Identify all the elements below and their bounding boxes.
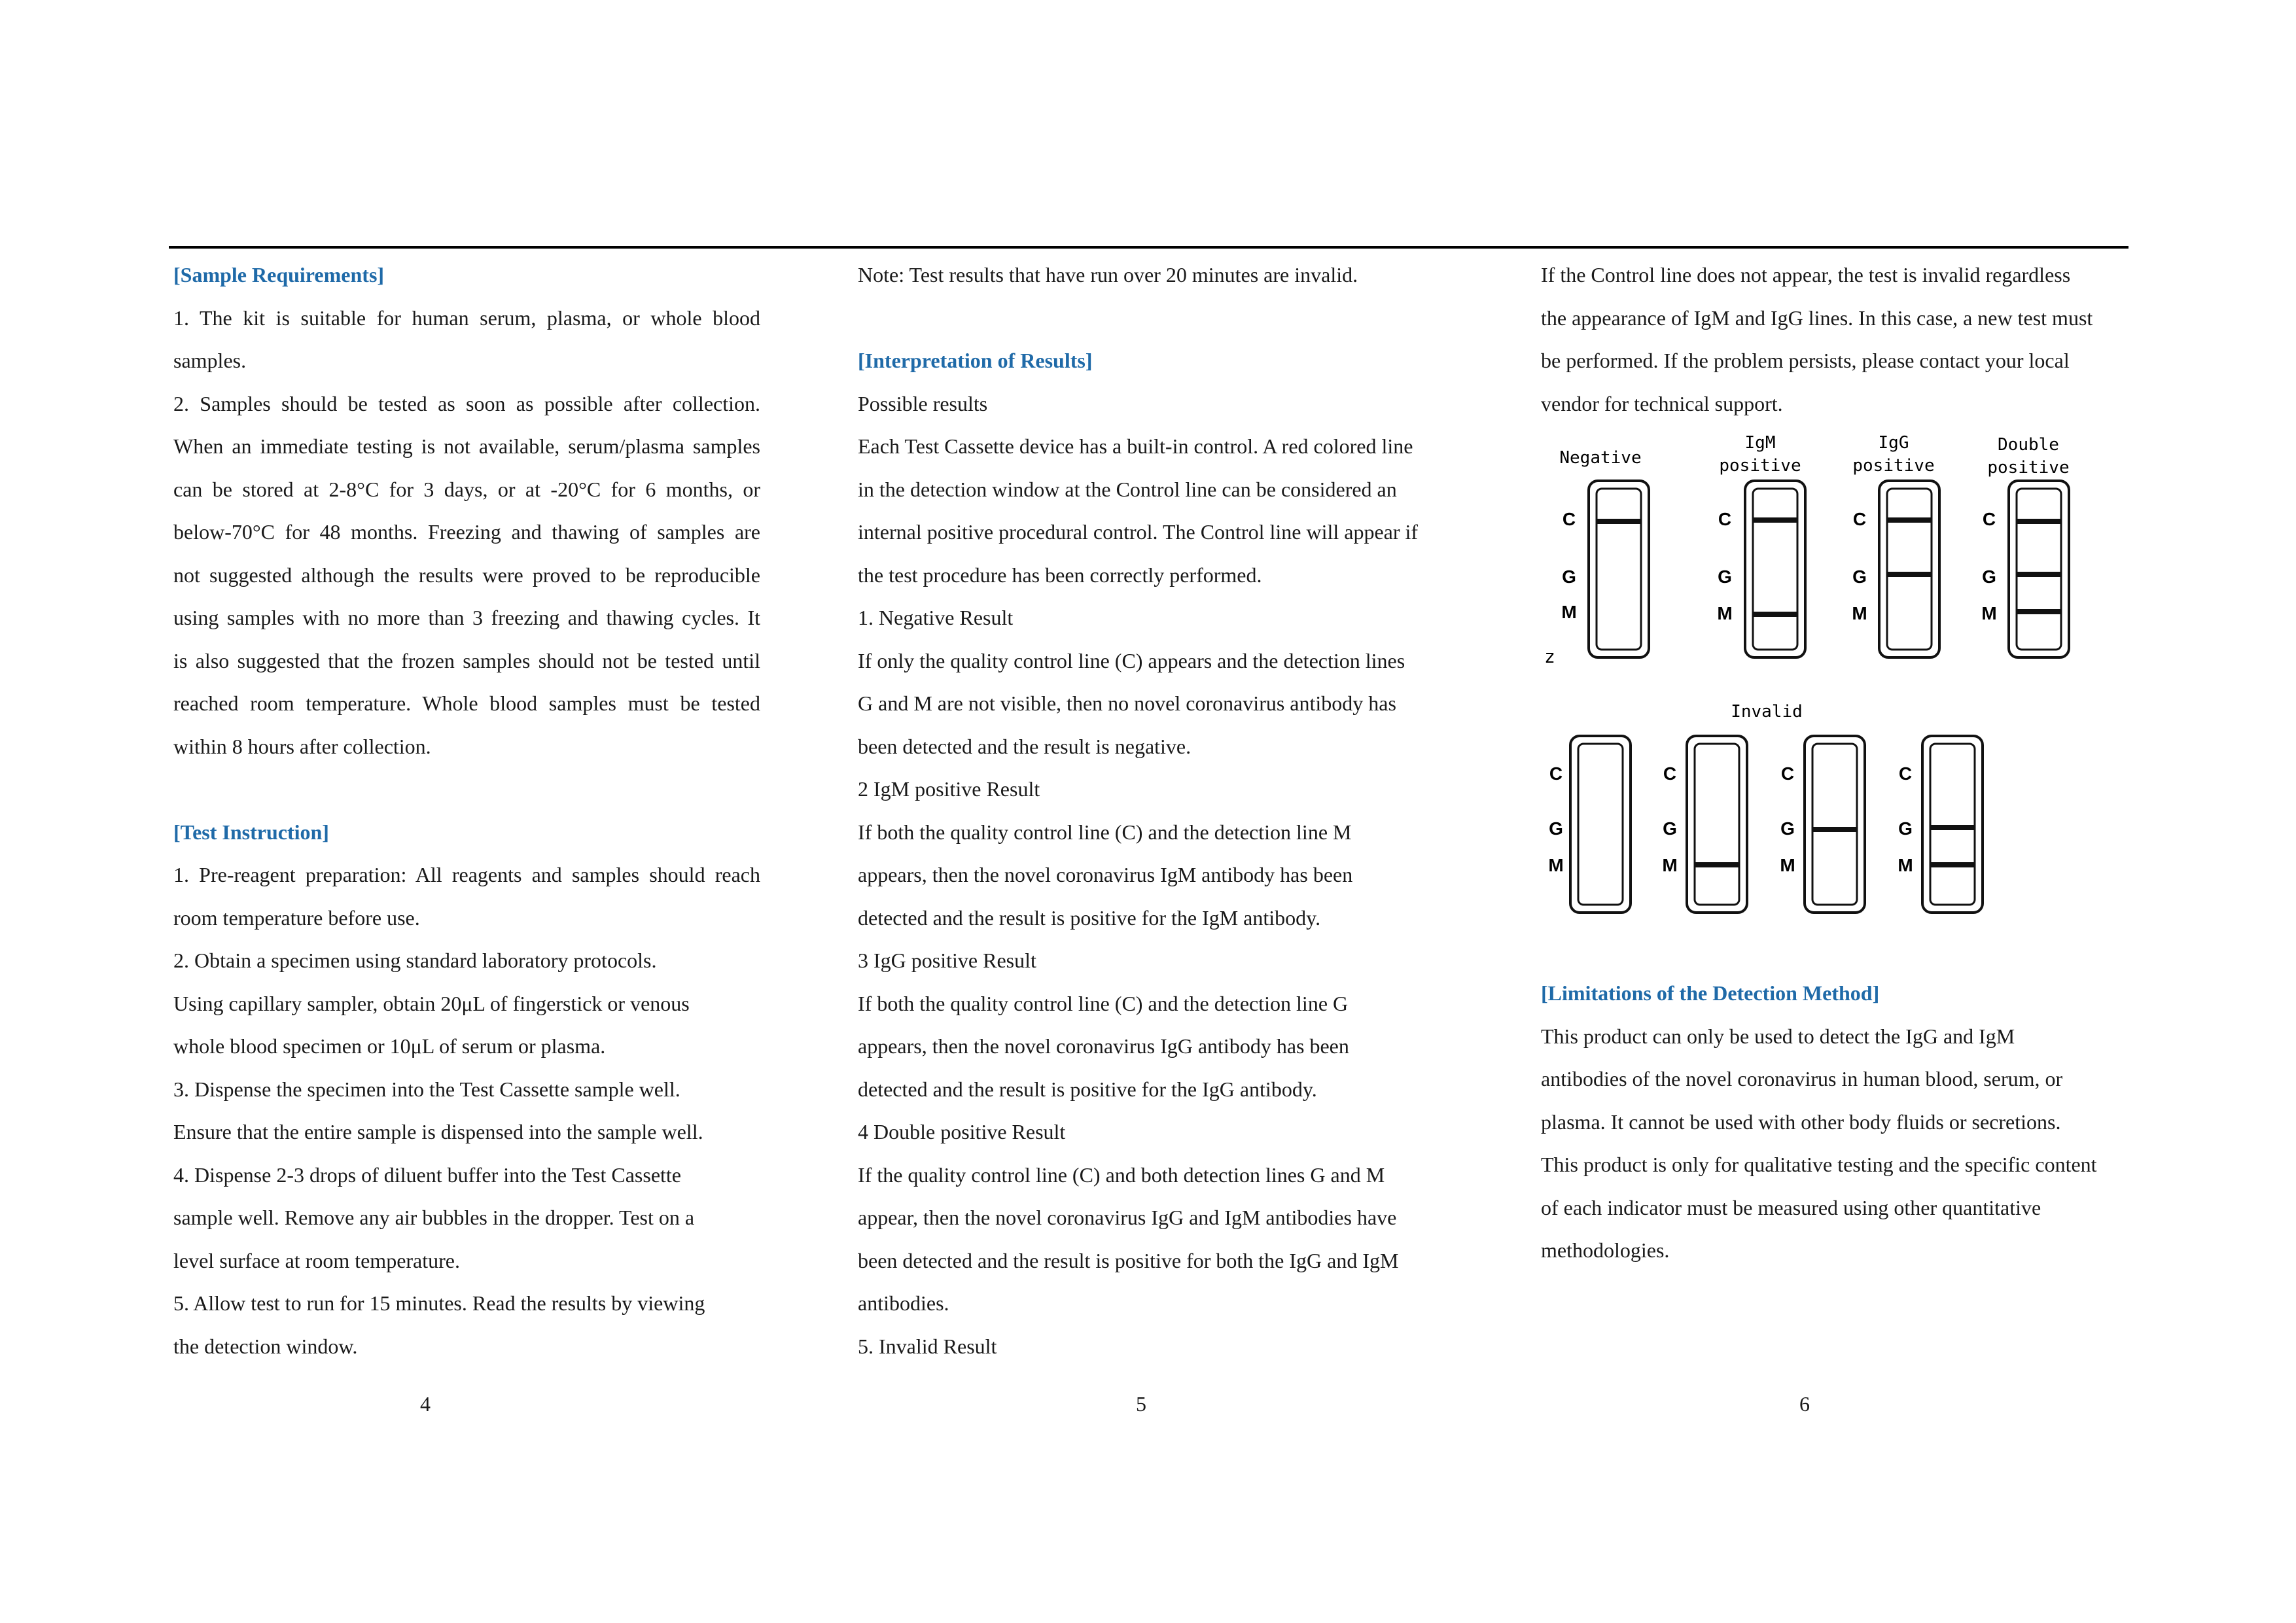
- test-text-line: 1. Pre-reagent preparation: All reagents and samples should reach: [173, 863, 760, 886]
- limitations-line: This product can only be used to detect the IgG and IgM: [1541, 1024, 2015, 1048]
- page-number: 5: [1136, 1392, 1146, 1416]
- interpretation-line: If only the quality control line (C) appears and the detection lines: [858, 648, 1405, 672]
- interpretation-line: detected and the result is positive for the IgG antibody.: [858, 1077, 1317, 1101]
- svg-text:G: G: [1982, 567, 1996, 587]
- interpretation-line: 2 IgM positive Result: [858, 777, 1040, 801]
- limitations-line: This product is only for qualitative testing and the specific content: [1541, 1153, 2097, 1176]
- interpretation-line: been detected and the result is positive for both the IgG and IgM: [858, 1248, 1399, 1272]
- svg-text:G: G: [1780, 818, 1795, 839]
- test-text-line: level surface at room temperature.: [173, 1248, 460, 1272]
- svg-text:G: G: [1562, 567, 1576, 587]
- label-igm-line1: IgM: [1744, 433, 1776, 453]
- test-text-line: 3. Dispense the specimen into the Test Cassette sample well.: [173, 1077, 680, 1101]
- svg-text:G: G: [1852, 567, 1867, 587]
- interpretation-line: appear, then the novel coronavirus IgG and IgM antibodies have: [858, 1206, 1397, 1229]
- test-text-line: 2. Obtain a specimen using standard laboratory protocols.: [173, 949, 657, 972]
- svg-text:M: M: [1852, 603, 1867, 623]
- test-cassette-figure: [1531, 428, 2107, 926]
- interpretation-line: appears, then the novel coronavirus IgM antibody has been: [858, 863, 1353, 886]
- svg-text:M: M: [1561, 602, 1577, 622]
- invalid-text-line: the appearance of IgM and IgG lines. In this case, a new test must: [1541, 305, 2093, 330]
- cassette-igm-positive: [1717, 481, 1805, 657]
- sample-text-line: can be stored at 2-8°C for 3 days, or at -20°C for 6 months, or: [173, 477, 760, 501]
- svg-text:M: M: [1548, 855, 1564, 875]
- sample-text-line: using samples with no more than 3 freezing and thawing cycles. It: [173, 606, 760, 629]
- label-igg-line1: IgG: [1878, 433, 1909, 453]
- interpretation-line: internal positive procedural control. The Control line will appear if: [858, 520, 1419, 544]
- limitations-heading: [Limitations of the Detection Method]: [1541, 981, 1880, 1005]
- test-text-line: 4. Dispense 2-3 drops of diluent buffer into the Test Cassette: [173, 1162, 681, 1187]
- limitations-line: antibodies of the novel coronavirus in human blood, serum, or: [1541, 1067, 2063, 1091]
- label-double-line2: positive: [1987, 458, 2070, 478]
- interpretation-line: the test procedure has been correctly performed.: [858, 563, 1262, 587]
- limitations-line: methodologies.: [1541, 1238, 1670, 1262]
- page-6-column: [1541, 254, 2130, 425]
- svg-text:C: C: [1663, 763, 1677, 784]
- cassette-invalid-1: [1548, 736, 1631, 913]
- sample-text-line: is also suggested that the frozen samples should not be tested until: [173, 648, 760, 672]
- svg-text:M: M: [1898, 855, 1913, 875]
- label-igm-line2: positive: [1719, 456, 1801, 476]
- cassette-invalid-3: [1780, 736, 1865, 913]
- svg-text:C: C: [1982, 509, 1996, 529]
- svg-text:G: G: [1898, 818, 1913, 839]
- svg-text:M: M: [1780, 855, 1795, 875]
- test-text-line: 5. Allow test to run for 15 minutes. Read the results by viewing: [173, 1291, 705, 1315]
- interpretation-line: G and M are not visible, then no novel coronavirus antibody has: [858, 691, 1396, 715]
- interpretation-line: appears, then the novel coronavirus IgG antibody has been: [858, 1034, 1349, 1058]
- svg-text:M: M: [1717, 603, 1733, 623]
- test-instruction-heading: [Test Instruction]: [173, 820, 329, 844]
- svg-text:C: C: [1562, 509, 1576, 529]
- svg-text:M: M: [1662, 855, 1678, 875]
- page-4-column: [173, 254, 760, 1368]
- interpretation-line: in the detection window at the Control line can be considered an: [858, 477, 1397, 501]
- invalid-text-line: If the Control line does not appear, the test is invalid regardless: [1541, 263, 2071, 287]
- interpretation-line: If the quality control line (C) and both detection lines G and M: [858, 1162, 1385, 1187]
- sample-requirements-heading: [Sample Requirements]: [173, 263, 385, 287]
- sample-text-line: 2. Samples should be tested as soon as possible after collection.: [173, 391, 760, 415]
- interpretation-line: 5. Invalid Result: [858, 1334, 997, 1358]
- test-text-line: room temperature before use.: [173, 905, 420, 930]
- label-double-line1: Double: [1998, 435, 2059, 455]
- svg-text:G: G: [1663, 818, 1677, 839]
- test-text-line: whole blood specimen or 10μL of serum or plasma.: [173, 1034, 606, 1058]
- stray-z-mark: z: [1544, 646, 1555, 667]
- limitations-line: plasma. It cannot be used with other body fluids or secretions.: [1541, 1109, 2061, 1134]
- cassette-igg-positive: [1852, 481, 1939, 657]
- interpretation-line: If both the quality control line (C) and the detection line G: [858, 991, 1349, 1015]
- interpretation-line: 4 Double positive Result: [858, 1120, 1066, 1143]
- interpretation-line: been detected and the result is negative.: [858, 734, 1192, 758]
- cassette-invalid-4: [1898, 736, 1983, 913]
- svg-text:M: M: [1981, 603, 1997, 623]
- invalid-text-line: be performed. If the problem persists, please contact your local: [1541, 349, 2070, 372]
- test-text-line: Using capillary sampler, obtain 20μL of fingerstick or venous: [173, 991, 690, 1015]
- sample-text-line: below-70°C for 48 months. Freezing and thawing of samples are: [173, 520, 760, 544]
- svg-text:G: G: [1718, 567, 1732, 587]
- sample-text-line: not suggested although the results were proved to be reproducible: [173, 563, 760, 587]
- interpretation-line: If both the quality control line (C) and the detection line M: [858, 820, 1352, 844]
- cassette-double-positive: [1981, 481, 2069, 657]
- sample-text-line: within 8 hours after collection.: [173, 734, 431, 758]
- interpretation-line: 1. Negative Result: [858, 606, 1014, 629]
- page-number: 4: [420, 1392, 431, 1416]
- label-invalid: Invalid: [1731, 702, 1803, 722]
- cassette-invalid-2: [1662, 736, 1747, 913]
- header-rule: [169, 246, 2128, 249]
- label-igg-line2: positive: [1852, 456, 1935, 476]
- page-number: 6: [1799, 1392, 1810, 1416]
- test-text-line: sample well. Remove any air bubbles in the dropper. Test on a: [173, 1206, 695, 1229]
- limitations-section: [1541, 972, 2130, 1272]
- interpretation-line: Possible results: [858, 391, 988, 415]
- label-negative: Negative: [1559, 448, 1642, 468]
- interpretation-line: 3 IgG positive Result: [858, 949, 1036, 972]
- sample-text-line: When an immediate testing is not available, serum/plasma samples: [173, 434, 760, 458]
- svg-text:C: C: [1852, 509, 1867, 529]
- interpretation-line: antibodies.: [858, 1291, 949, 1315]
- svg-text:C: C: [1898, 763, 1913, 784]
- interpretation-line: Each Test Cassette device has a built-in control. A red colored line: [858, 434, 1413, 458]
- svg-text:C: C: [1549, 763, 1563, 784]
- interpretation-heading: [Interpretation of Results]: [858, 349, 1093, 372]
- note-text: Note: Test results that have run over 20 minutes are invalid.: [858, 263, 1358, 287]
- limitations-line: of each indicator must be measured using other quantitative: [1541, 1195, 2041, 1219]
- test-text-line: Ensure that the entire sample is dispensed into the sample well.: [173, 1120, 703, 1143]
- svg-text:C: C: [1718, 509, 1732, 529]
- sample-text-line: reached room temperature. Whole blood samples must be tested: [173, 691, 760, 715]
- page-5-column: [858, 254, 1447, 1368]
- test-text-line: the detection window.: [173, 1334, 358, 1358]
- sample-text-line: 1. The kit is suitable for human serum, plasma, or whole blood: [173, 305, 760, 330]
- interpretation-line: detected and the result is positive for the IgM antibody.: [858, 905, 1321, 930]
- invalid-text-line: vendor for technical support.: [1541, 391, 1783, 415]
- svg-text:C: C: [1780, 763, 1795, 784]
- cassette-negative: [1561, 481, 1649, 657]
- svg-text:G: G: [1549, 818, 1563, 839]
- sample-text-line: samples.: [173, 349, 247, 372]
